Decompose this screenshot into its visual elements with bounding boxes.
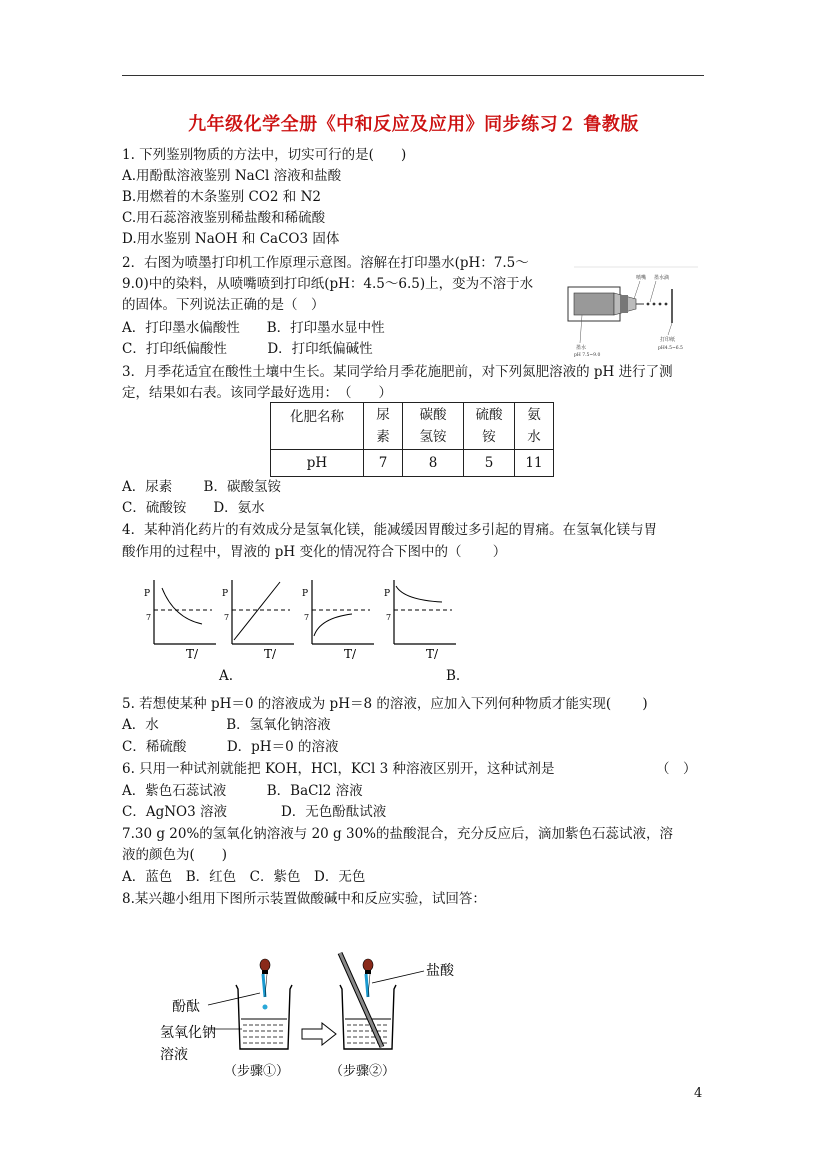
table-row (271, 450, 554, 477)
graph-3-y-label: P (302, 589, 309, 599)
graph-1-ref-label: 7 (146, 613, 152, 622)
q7-line-2: 液的颜色为( ) (122, 847, 228, 863)
label-phenolphthalein: 酚酞 (172, 999, 200, 1015)
cell-text: 碳酸氢铵 (419, 407, 447, 445)
inkjet-label-ink-drop: 墨水滴 (654, 275, 670, 281)
table-cell: 5 (464, 450, 515, 477)
q6-options-cd: C．AgNO3 溶液 D．无色酚酞试液 (122, 804, 387, 820)
inkjet-label-nozzle: 喷嘴 (636, 275, 647, 281)
table-cell: 11 (515, 450, 554, 477)
neutralization-apparatus (150, 945, 490, 1085)
label-naoh-line-1: 氢氧化钠 (160, 1025, 216, 1041)
q5-options-cd: C．稀硫酸 D．pH＝0 的溶液 (122, 739, 339, 755)
table-header-cell (364, 403, 403, 450)
inkjet-label-paper-ph: pH4.5~6.5 (658, 346, 683, 351)
graph-2-x-label: T/ (264, 647, 277, 661)
q6-options-ab: A．紫色石蕊试液 B．BaCl2 溶液 (122, 783, 363, 799)
q2-line-2: 9.0)中的染料，从喷嘴喷到打印纸(pH：4.5～6.5)上，变为不溶于水 (122, 276, 534, 292)
q2-line-1: 2．右图为喷墨打印机工作原理示意图。溶解在打印墨水(pH：7.5～ (122, 255, 529, 271)
table-header-row (271, 403, 554, 450)
table-header-cell (515, 403, 554, 450)
q6-answer-paren: （ ） (656, 761, 697, 777)
q3-options-cd: C．硫酸铵 D．氨水 (122, 500, 265, 516)
q1-stem: 1. 下列鉴别物质的方法中，切实可行的是( ) (122, 147, 407, 163)
graph-1-y-label: P (144, 589, 151, 599)
ph-graph-3 (298, 578, 378, 661)
graph-3-x-label: T/ (344, 647, 357, 661)
q4-line-1: 4．某种消化药片的有效成分是氢氧化镁，能减缓因胃酸过多引起的胃痛。在氢氧化镁与胃 (122, 522, 658, 538)
graph-2-y-label: P (222, 589, 229, 599)
q3-options-ab: A．尿素 B．碳酸氢铵 (122, 479, 281, 495)
ph-graph-1 (140, 578, 220, 661)
q2-options-ab: A．打印墨水偏酸性 B．打印墨水显中性 (122, 320, 385, 336)
table-header-cell (403, 403, 464, 450)
page-title: 九年级化学全册《中和反应及应用》同步练习２ 鲁教版 (188, 114, 639, 135)
ph-graph-2 (218, 578, 298, 661)
q3-line-2: 定，结果如右表。该同学最好选用： （ ） (122, 385, 392, 401)
cell-text: 尿素 (376, 407, 390, 445)
q5-stem: 5. 若想使某种 pH＝0 的溶液成为 pH＝8 的溶液，应加入下列何种物质才能实现( ) (122, 696, 648, 712)
header-rule (122, 75, 704, 76)
q7-options: A．蓝色 B．红色 C．紫色 D．无色 (122, 869, 366, 885)
q2-line-3: 的固体。下列说法正确的是（ ） (122, 297, 325, 313)
q8-stem: 8.某兴趣小组用下图所示装置做酸碱中和反应实验，试回答： (122, 891, 486, 907)
q4-caption-b: B. (446, 668, 461, 684)
graph-4-y-label: P (384, 589, 391, 599)
inkjet-label-ink: 墨水 (576, 345, 587, 351)
inkjet-label-paper: 打印纸 (660, 337, 676, 343)
cell-text: 氨水 (527, 407, 541, 445)
q1-option-a: A.用酚酞溶液鉴别 NaCl 溶液和盐酸 (122, 168, 342, 184)
graph-4-x-label: T/ (426, 647, 439, 661)
q2-options-cd: C．打印纸偏酸性 D．打印纸偏碱性 (122, 341, 373, 357)
ph-graph-4 (380, 578, 460, 661)
q1-option-b: B.用燃着的木条鉴别 CO2 和 N2 (122, 189, 321, 205)
graph-2-ref-label: 7 (224, 613, 230, 622)
q7-line-1: 7.30 g 20%的氢氧化钠溶液与 20 g 30%的盐酸混合，充分反应后，滴加紫色石蕊试液，溶 (122, 826, 673, 842)
graph-3-ref-label: 7 (304, 613, 310, 622)
inkjet-diagram (560, 265, 700, 360)
q1-option-c: C.用石蕊溶液鉴别稀盐酸和稀硫酸 (122, 210, 326, 226)
q3-line-1: 3．月季花适宜在酸性土壤中生长。某同学给月季花施肥前，对下列氮肥溶液的 pH 进行了测 (122, 364, 673, 380)
label-step-2: （步骤②） (330, 1064, 396, 1079)
q4-caption-a: A. (219, 668, 234, 684)
table-header-cell: 化肥名称 (271, 403, 364, 450)
q5-options-ab: A．水 B．氢氧化钠溶液 (122, 717, 331, 733)
cell-text: 硫酸铵 (475, 407, 503, 445)
q1-option-d: D.用水鉴别 NaOH 和 CaCO3 固体 (122, 231, 340, 247)
page-number: 4 (694, 1086, 703, 1101)
fertilizer-ph-table (270, 402, 554, 477)
table-cell: pH (271, 450, 364, 477)
graph-4-ref-label: 7 (386, 613, 392, 622)
label-step-1: （步骤①） (224, 1064, 290, 1079)
label-naoh-line-2: 溶液 (160, 1047, 188, 1063)
table-header-cell (464, 403, 515, 450)
label-hydrochloric-acid: 盐酸 (426, 963, 454, 979)
q6-stem: 6. 只用一种试剂就能把 KOH，HCl，KCl 3 种溶液区别开，这种试剂是 (122, 761, 555, 777)
table-cell: 8 (403, 450, 464, 477)
inkjet-label-ink-ph: pH 7.5~9.0 (574, 353, 601, 358)
q4-line-2: 酸作用的过程中，胃液的 pH 变化的情况符合下图中的（ ） (122, 544, 507, 560)
graph-1-x-label: T/ (186, 647, 199, 661)
table-cell: 7 (364, 450, 403, 477)
